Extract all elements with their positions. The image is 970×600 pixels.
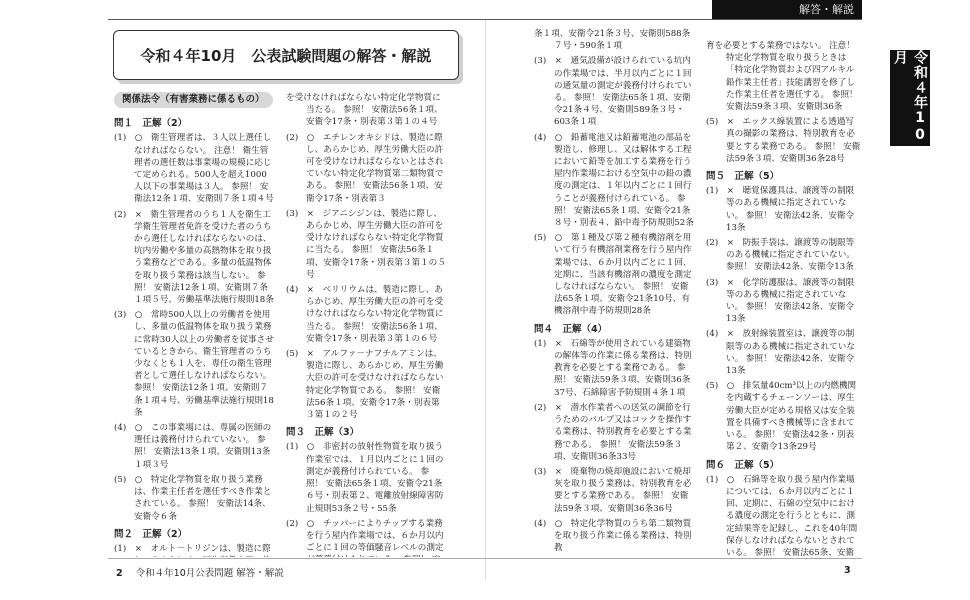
answer-explanation: (1) × 聴覚保護具は、譲渡等の制限等のある機械に指定されていない。 参照！ 安衛法42条、安衛令13条: [706, 186, 855, 233]
page-number-right: 3: [844, 565, 851, 576]
answer-explanation: (5) × アルファ－ナフチルアミンは、製造に際し、あらかじめ、厚生労働大臣の許可を受けなければならない特定化学物質である。 参照！ 安衛法56条１項、安衛令17条・別表第３第１の２号: [286, 349, 444, 421]
column-3: [534, 28, 694, 558]
answer-explanation: (1) ○ 石綿等を取り扱う屋内作業場については、６か月以内ごとに１回、定期に、石綿の空気中における濃度の測定を行うとともに、測定結果等を記録し、これを40年間保存しなければならないとされている。 参照！ 安衛法65条、安衛: [706, 474, 858, 558]
question-answer-heading: 問５ 正解（5）: [706, 171, 780, 183]
question-answer-heading: 問２ 正解（2）: [114, 528, 188, 540]
answer-explanation: (5) ○ 第１種及び第２種有機溶剤を用いて行う有機溶剤業務を行う屋内作業場では、６か月以内ごとに１回、定期に、当該有機溶剤の濃度を測定しなければならない。 参照！ 安衛法65条１項、安衛令21条10号、有機溶剤中毒予防規則28条: [534, 233, 692, 317]
answer-explanation: (2) × 防振手袋は、譲渡等の制限等のある機械に指定されていない。 参照！ 安衛法42条、安衛令13条: [706, 238, 855, 273]
answer-explanation: (1) × オルト－トリジンは、製造に際: [114, 543, 271, 554]
page-title: 令和４年10月 公表試験問題の解答・解説: [113, 30, 459, 80]
question-answer-heading: 問４ 正解（4）: [534, 323, 608, 335]
answer-explanation: (2) × 衛生管理者のうち１人を衛生工学衛生管理者免許を受けた者のうちから選任しなければならないのは、坑内労働や多量の高熱物体を取り扱う業務などである。多量の低温物体を取り扱う業務は該当しない。 参照！ 安衛法12条１項、安衛則７条１項５号、労働基準法施行規則18条: [114, 209, 274, 306]
answer-explanation: (1) ○ 衛生管理者は、３人以上選任しなければならない。 注意！ 衛生管理者の選任数は事業場の規模に応じて定められる。500人を超え1000人以下の事業場は３人。 参照！ 安衛法12条１項、安衛則７条１項４号: [114, 133, 274, 205]
answer-explanation: (1) ○ 非密封の放射性物質を取り扱う作業室では、１月以内ごとに１回の測定が義務付けられている。 参照！ 安衛法65条１項、安衛令21条６号・別表第２、電離放射線障害防止規則53条２号・55条: [286, 442, 444, 514]
question-answer-heading: 問１ 正解（2）: [114, 118, 188, 130]
column-4: [706, 40, 861, 558]
answer-explanation: (3) × ジアニシジンは、製造に際し、あらかじめ、厚生労働大臣の許可を受けなければならない特定化学物質に当たる。 参照！ 安衛法56条１項、安衛令17条・別表第３第１の５号: [286, 208, 446, 280]
chapter-side-tab: 令和４年10月: [892, 50, 928, 144]
answer-explanation: (2) × 潜水作業者への送気の調節を行うためのバルブ又はコックを操作する業務は、特別教育を必要とする業務である。 参照！ 安衛法59条３項、安衛則36条33号: [534, 402, 692, 462]
footer-left: [116, 565, 284, 579]
answer-explanation: (3) × 化学防護服は、譲渡等の制限等のある機械に指定されていない。 参照！ 安衛法42条、安衛令13条: [706, 277, 855, 325]
answer-explanation: 条１項、安衛令21条３号、安衛則588条７号・590条１項: [534, 29, 691, 52]
column-1: [114, 92, 274, 557]
page-number-left: 2: [116, 568, 123, 579]
category-heading: 関係法令（有害業務に係るもの）: [114, 92, 273, 108]
answer-explanation: (4) ○ この事業場には、専属の医師の選任は義務付けられていない。 参照！ 安衛法13条１項、安衛則13条１項３号: [114, 423, 272, 470]
page-gutter: [485, 20, 486, 580]
answer-explanation: (3) ○ 常時500人以上の労働者を使用し、多量の低温物体を取り扱う業務に常時30人以上の労働者を従事させているときから、衛生管理者のうち少なくとも１人を、専任の衛生管理者として選任しなければならない。 参照！ 安衛法12条１項、安衛則７条１項４号、労働基準法施行規則18条: [114, 310, 274, 418]
answer-explanation: (2) ○ エチレンオキシドは、製造に際し、あらかじめ、厚生労働大臣の許可を受けなければならないとはされていない特定化学物質第二類物質である。 参照！ 安衛法56条１項、安衛令17条・別表第３: [286, 132, 444, 204]
question-answer-heading: 問６ 正解（5）: [706, 459, 780, 471]
section-tag: 解答・解説: [712, 0, 862, 20]
column-2: [286, 92, 446, 557]
answer-explanation: (4) ○ 鉛蓄電池又は鉛蓄電池の部品を製造し、修理し、又は解体する工程において鉛等を加工する業務を行う屋内作業場における空気中の鉛の濃度の測定は、１年以内ごとに１回行うことが義務付けられている。 参照！ 安衛法65条１項、安衛令21条８号・別表４、鉛中毒予防規則52条: [534, 132, 694, 229]
answer-explanation: (5) × エックス線装置による透過写真の撮影の業務は、特別教育を必要とする業務である。 参照！ 安衛法59条３項、安衛則36条28号: [706, 117, 861, 164]
answer-explanation: (1) × 石綿等が使用されている建築物の解体等の作業に係る業務は、特別教育を必要とする業務である。 参照！ 安衛法59条３項、安衛則36条37号、石綿障害予防規則４条１項: [534, 338, 692, 398]
answer-explanation: 育を必要とする業務ではない。 注意！ 特定化学物質を取り扱うときは「特定化学物質および四アルキル鉛作業主任者」技能講習を修了した作業主任者を選任する。 参照！ 安衛法59条３項、安衛則36条: [706, 41, 858, 113]
answer-explanation: (4) × 放射線装置室は、譲渡等の制限等のある機械に指定されていない。 参照！ 安衛法42条、安衛令13条: [706, 329, 855, 377]
answer-explanation: (5) ○ 特定化学物質を取り扱う業務は、作業主任者を選任すべき作業とされている。 参照！ 安衛法14条、安衛令６条: [114, 474, 272, 522]
answer-explanation: を受けなければならない特定化学物質に当たる。 参照！ 安衛法56条１項、安衛令17条・別表第３第１の４号: [286, 93, 443, 128]
answer-explanation: (3) × 通気設備が設けられている坑内の作業場では、半月以内ごとに１回の通気量の測定が義務付けられている。 参照！ 安衛法65条１項、安衛令21条４号、安衛則589条３号・603条１項: [534, 56, 692, 128]
running-footer-title: 令和４年10月公表問題 解答・解説: [135, 568, 284, 579]
answer-explanation: (4) × ベリリウムは、製造に際し、あらかじめ、厚生労働大臣の許可を受けなければならない特定化学物質に当たる。 参照！ 安衛法56条１項、安衛令17条・別表第３第１の６号: [286, 285, 444, 344]
answer-explanation: (4) ○ 特定化学物質のうち第二類物質を取り扱う作業に係る業務は、特別教: [534, 518, 692, 554]
answer-explanation: (5) ○ 排気量40cm³以上の内燃機関を内蔵するチェーンソーは、厚生労働大臣が定める規格又は安全装置を具備すべき機械等に含まれている。 参照！ 安衛法42条・別表第２、安衛令13条29号: [706, 381, 857, 453]
answer-explanation: (3) × 廃棄物の焼却施設において焼却灰を取り扱う業務は、特別教育を必要とする業務である。 参照！ 安衛法59条３項、安衛則36条36号: [534, 466, 692, 514]
answer-explanation: (2) ○ チッパーによりチップする業務を行う屋内作業場では、６か月以内ごとに１回の等価騒音レベルの測定: [286, 518, 444, 554]
footer-rule: [108, 558, 862, 559]
question-answer-heading: 問３ 正解（3）: [286, 427, 360, 439]
